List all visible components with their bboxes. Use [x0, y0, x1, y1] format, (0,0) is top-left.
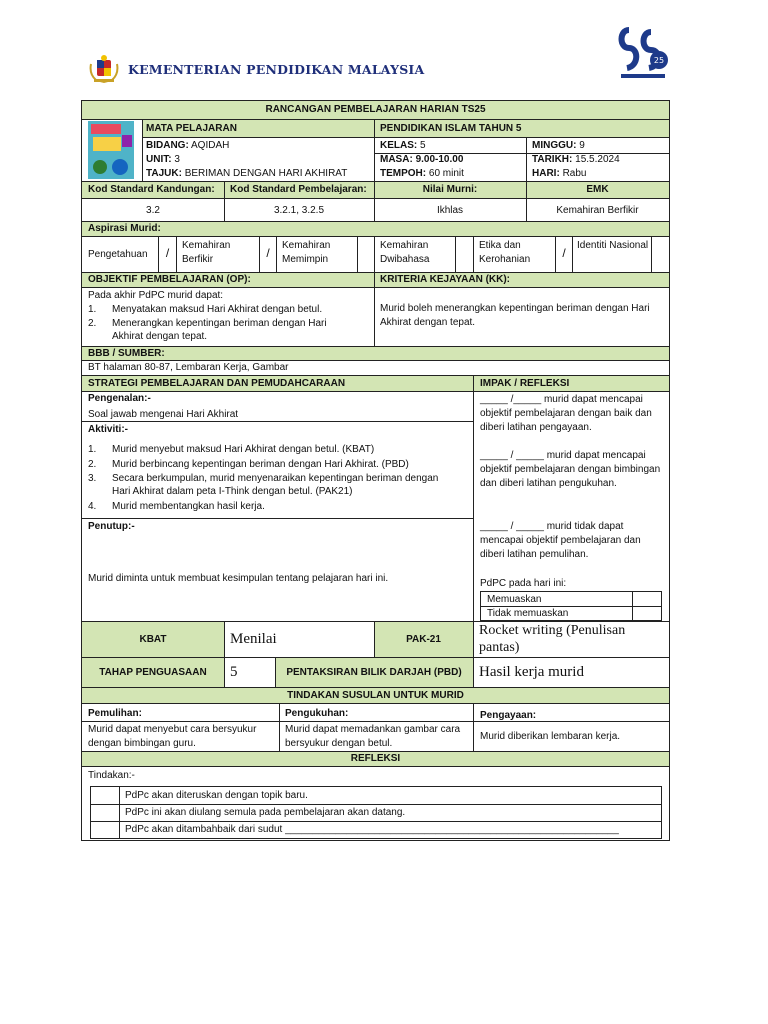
kelas-row: KELAS: 5 [380, 140, 426, 151]
aktiviti-item: Murid berbincang kepentingan beriman dengan Hari Akhirat. (PBD) [112, 459, 409, 470]
minggu: 9 [579, 140, 585, 151]
aspirasi-dwibahasa: Kemahiran Dwibahasa [380, 240, 430, 265]
bidang: AQIDAH [191, 140, 230, 151]
pbd-label: PENTAKSIRAN BILIK DARJAH (PBD) [286, 667, 462, 678]
op-item-2-num: 2. [88, 318, 97, 329]
ksp-value: 3.2.1, 3.2.5 [273, 205, 325, 216]
tindakan-item: PdPc akan diteruskan dengan topik baru. [125, 790, 308, 801]
ministry-name: KEMENTERIAN PENDIDIKAN MALAYSIA [128, 61, 425, 77]
aspirasi-identiti: Identiti Nasional [577, 240, 649, 251]
pdpc-tidak-memuaskan-checkbox[interactable] [633, 607, 661, 620]
aspirasi-pengetahuan: Pengetahuan [88, 249, 148, 260]
pdpc-memuaskan: Memuaskan [487, 594, 542, 605]
tarikh-row: TARIKH: 15.5.2024 [532, 154, 620, 165]
impak-label: IMPAK / REFLEKSI [480, 378, 570, 389]
pdpc-tidak-memuaskan: Tidak memuaskan [487, 608, 569, 619]
strategi-label: STRATEGI PEMBELAJARAN DAN PEMUDAHCARAAN [88, 378, 346, 389]
pengayaan-label: Pengayaan: [480, 710, 537, 721]
emk-value: Kemahiran Berfikir [556, 205, 639, 216]
tahap-label: TAHAP PENGUASAAN [99, 667, 207, 678]
tindakan-item: PdPc ini akan diulang semula pada pembelajaran akan datang. [125, 807, 406, 818]
textbook-cover-image [88, 121, 134, 179]
op-item-1: Menyatakan maksud Hari Akhirat dengan betul. [112, 304, 323, 315]
bbb-value: BT halaman 80-87, Lembaran Kerja, Gambar [88, 362, 289, 373]
pengukuhan-label: Pengukuhan: [285, 708, 349, 719]
tempoh: 60 minit [428, 168, 464, 179]
nilai-value: Ikhlas [436, 205, 464, 216]
svg-text:25: 25 [653, 56, 665, 65]
ksp-label: Kod Standard Pembelajaran: [230, 184, 367, 195]
kk-text: Murid boleh menerangkan kepentingan beriman dengan Hari Akhirat dengan tepat. [380, 303, 650, 328]
aspirasi-memimpin: Kemahiran Memimpin [282, 240, 331, 265]
tindakan-checkbox[interactable] [91, 787, 119, 804]
tindakan-list [90, 786, 662, 839]
mata-pelajaran-label: MATA PELAJARAN [146, 123, 237, 134]
tindakan-label: Tindakan:- [88, 770, 135, 781]
impak-2: _____ / _____ murid dapat mencapai objektif pembelajaran dengan bimbingan dan diberi latihan pengukuhan. [480, 450, 661, 489]
tindakan-item: PdPc akan ditambahbaik dari sudut ____________________________________________________________ [125, 824, 619, 835]
minggu-row: MINGGU: 9 [532, 140, 585, 151]
aspirasi-check: / [165, 246, 170, 260]
hari-row: HARI: Rabu [532, 168, 587, 179]
aktiviti-item: Secara berkumpulan, murid menyenaraikan kepentingan beriman dengan Hari Akhirat dalam peta I-Think dengan betul. (PAK21) [112, 473, 439, 497]
aktiviti-item: Murid membentangkan hasil kerja. [112, 501, 265, 512]
kelas: 5 [420, 140, 426, 151]
pengenalan-text: Soal jawab mengenai Hari Akhirat [88, 409, 239, 420]
aktiviti-label: Aktiviti:- [88, 424, 128, 435]
aspirasi-check: / [562, 246, 566, 260]
penutup-text: Murid diminta untuk membuat kesimpulan tentang pelajaran hari ini. [88, 573, 389, 584]
kk-label: KRITERIA KEJAYAAN (KK): [380, 274, 511, 285]
pak21-label: PAK-21 [406, 634, 441, 645]
tindakan-checkbox[interactable] [91, 805, 119, 821]
kbat-label: KBAT [139, 634, 167, 645]
impak-1: _____ /_____ murid dapat mencapai objektif pembelajaran dengan baik dan diberi latihan pengayaan. [480, 394, 652, 433]
pengukuhan-text: Murid dapat memadankan gambar cara bersyukur dengan betul. [285, 724, 461, 749]
pdpc-options [480, 591, 662, 621]
unit: 3 [174, 154, 180, 165]
aspirasi-check: / [266, 246, 270, 260]
plan-title: RANCANGAN PEMBELAJARAN HARIAN TS25 [265, 104, 486, 115]
ksk-label: Kod Standard Kandungan: [88, 184, 215, 195]
masa-row: MASA: 9.00-10.00 [380, 154, 464, 165]
aspirasi-label: Aspirasi Murid: [88, 223, 161, 234]
ts25-logo [615, 24, 671, 82]
tindakan-checkbox[interactable] [91, 822, 119, 838]
bbb-label: BBB / SUMBER: [88, 348, 165, 359]
pengenalan-label: Pengenalan:- [88, 393, 151, 404]
hari: Rabu [562, 168, 587, 179]
pbd-value: Hasil kerja murid [479, 664, 584, 680]
malaysia-crest-logo [88, 54, 120, 84]
tajuk: BERIMAN DENGAN HARI AKHIRAT [184, 168, 348, 179]
op-item-1-num: 1. [88, 304, 97, 315]
aktiviti-item: Murid menyebut maksud Hari Akhirat dengan betul. (KBAT) [112, 444, 375, 455]
tajuk-row: TAJUK: BERIMAN DENGAN HARI AKHIRAT [146, 168, 348, 179]
tahap-value: 5 [230, 664, 238, 680]
nilai-label: Nilai Murni: [422, 184, 478, 195]
bidang-row: BIDANG: AQIDAH [146, 140, 230, 151]
unit-row: UNIT: 3 [146, 154, 180, 165]
emk-label: EMK [586, 184, 609, 195]
pdpc-label: PdPC pada hari ini: [480, 578, 567, 589]
pdpc-memuaskan-checkbox[interactable] [633, 592, 661, 606]
penutup-label: Penutup:- [88, 521, 135, 532]
aspirasi-etika: Etika dan Kerohanian [479, 240, 531, 265]
ministry-header [88, 54, 424, 84]
tindakan-susulan-label: TINDAKAN SUSULAN UNTUK MURID [287, 690, 464, 701]
refleksi-label: REFLEKSI [350, 753, 401, 764]
ksk-value: 3.2 [146, 205, 160, 216]
tempoh-row: TEMPOH: 60 minit [380, 168, 464, 179]
pemulihan-label: Pemulihan: [88, 708, 142, 719]
kbat-value: Menilai [230, 631, 277, 647]
subject: PENDIDIKAN ISLAM TAHUN 5 [380, 123, 522, 134]
op-intro: Pada akhir PdPC murid dapat: [88, 290, 224, 301]
masa: 9.00-10.00 [415, 154, 464, 165]
daily-lesson-plan-sheet: RANCANGAN PEMBELAJARAN HARIAN TS25 MATA PELAJARAN PENDIDIKAN ISLAM TAHUN 5 BIDANG: AQIDAH UNIT: 3 TAJUK: BERIMAN DENGAN HARI AKHIRAT KELAS: 5 MASA: 9.00-10.00 TEMPOH: 60 minit MINGGU: 9 TARIKH: 15.5.2024 HARI: Rabu Kod Standard Kandungan: Kod Standard Pembelajaran: Nilai Murni: EMK 3.2 3.2.1, 3.2.5 Ikhlas Kemahiran Berfikir Aspirasi Murid: Pengetahuan / Kemahiran Berfikir / Kemahiran Memimpin Kemahiran Dwibahasa Etika dan Kerohanian / Identiti Nasional OBJEKTIF PEMBELAJARAN (OP): KRITERIA KEJAYAAN (KK): Pada akhir PdPC murid dapat: 1. Menyatakan maksud Hari Akhirat dengan betul. 2. Menerangkan kepentingan beriman dengan Hari Akhirat dengan tepat. Murid boleh menerangkan kepentingan beriman dengan Hari Akhirat dengan tepat. BBB / SUMBER: BT halaman 80-87, Lembaran Kerja, Gambar STRATEGI PEMBELAJARAN DAN PEMUDAHCARAAN IMPAK / REFLEKSI Pengenalan:- Soal jawab mengenai Hari Akhirat Aktiviti:- 1. Murid menyebut maksud Hari Akhirat dengan betul. (KBAT) 2. Murid berbincang kepentingan beriman dengan Hari Akhirat. (PBD) 3. Secara berkumpulan, murid menyenaraikan kepentingan beriman dengan Hari Akhirat dalam peta I-Think dengan betul. (PAK21) 4. Murid membentangkan hasil kerja. Penutup:- Murid diminta untuk membuat kesimpulan tentang pelajaran hari ini. _____ /_____ murid dapat mencapai objektif pembelajaran dengan baik dan diberi latihan pengayaan. _____ / _____ murid dapat mencapai objektif pembelajaran dengan bimbingan dan diberi latihan pengukuhan. _____ / _____ murid tidak dapat mencapai objektif pembelajaran dan diberi latihan pemulihan. PdPC pada hari ini: Memuaskan Tidak memuaskan KBAT Menilai PAK-21 Rocket writing (Penulisan pantas) TAHAP PENGUASAAN 5 PENTAKSIRAN BILIK DARJAH (PBD) Hasil kerja murid TINDAKAN SUSULAN UNTUK MURID Pemulihan: Pengukuhan: Pengayaan: Murid dapat menyebut cara bersyukur dengan bimbingan guru. Murid dapat memadankan gambar cara bersyukur dengan betul. Murid diberikan lembaran kerja. REFLEKSI Tindakan:- PdPc akan diteruskan dengan topik baru. PdPc ini akan diulang semula pada pembelajaran akan datang. PdPc akan ditambahbaik dari sudut ____________________________________________________________ [81, 100, 670, 841]
pak21-value: Rocket writing (Penulisan pantas) [479, 623, 626, 655]
op-label: OBJEKTIF PEMBELAJARAN (OP): [88, 274, 251, 285]
pengayaan-text: Murid diberikan lembaran kerja. [480, 731, 621, 742]
tarikh: 15.5.2024 [575, 154, 620, 165]
op-item-2: Menerangkan kepentingan beriman dengan Hari Akhirat dengan tepat. [112, 318, 327, 342]
impak-3: _____ / _____ murid tidak dapat mencapai objektif pembelajaran dan diberi latihan pemulihan. [480, 521, 641, 560]
pemulihan-text: Murid dapat menyebut cara bersyukur dengan bimbingan guru. [88, 724, 257, 749]
aspirasi-berfikir: Kemahiran Berfikir [182, 240, 231, 265]
